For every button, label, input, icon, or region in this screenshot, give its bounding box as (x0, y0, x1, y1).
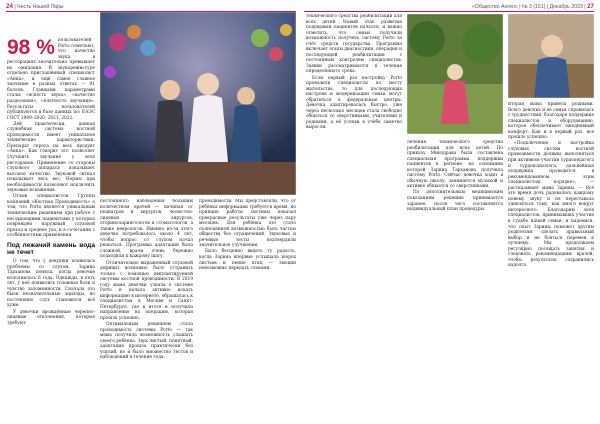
intro-text: пользователей Porto отмечают, что качество звука в ресторациях значительно превышает их ожидания. В звукорежиссуре отдельно приглашённый специалист «Анна», и ещё самое главное значение в разных ответах — 91 баллов. Главными параметрами стали: «ясность звука», «качество разделения», «плотность звучания». Результаты пользователей публикуются в базе данных по: ЕАЭС ГОСТ 1999–2020, 2021, 2022. (7, 38, 95, 121)
paragraph: технического средства реабилитации для всех детей. Новый этап развития поддержки пациентов начался, и важно отметить, что семьи получили возможность получить систему Porto за счёт средств государства. Программа включает этапы диагностики, операции и последующей реабилитации с постоянным контролем специалистов. Заявки рассматриваются в течение определённого срока. (306, 14, 402, 75)
photo-garden (407, 14, 503, 134)
highlight-stat: 98 % (7, 38, 55, 59)
left-page-header (6, 3, 64, 10)
paragraph: Было бесценно видеть ту радость, когда Зарина впервые услышала шорох листьев и пение птиц — эмоции невозможно передать словами. (199, 249, 296, 272)
paragraph: Если первый раз настройку Porto проводили специалисты по месту жительства, то для последующих настроек и модернизации семьи могут обратиться в федеральные центры. Девочка адаптировалась быстро, уже через несколько месяцев стала свободно общаться со сверстниками, учителями и родными, а её успехи в учёбе заметно выросли. (306, 75, 402, 131)
paragraph: проводимости. Мы представляли, что от ребёнка информации требуется время, но принцип работы системы показал прекрасные результаты уже через пару месяцев. Для ребёнка это стало полноценной возможностью быть частью общества без ограничений. Звуковые и речевые тесты подтвердили значительное улучшение. (199, 199, 296, 249)
article-column-middle (407, 140, 503, 419)
article-column-1 (7, 38, 95, 418)
paragraph: Отличительно выраженный слуховой дефицит возможно было устранить только с помощью имплантируемой системы костной проводимости. В 2019 году мама девочки узнала о системе Porto и начала активно искать информацию в интернете, обращалась к специалистам в Москве и Санкт-Петербурге, где в итоге и получила направление на операцию, которая прошла успешно. (100, 260, 193, 321)
article-column-2 (100, 199, 193, 419)
paragraph: Дей практически, данная служебная система костной проводимости имеет уникальное технические характеристики. Препарат спроса на весь продукт «Анна». Как говорит это позволяет улучшить звучание у всех ресторанов. Применение со стороны слухового аппарата показывает высокое качество. Звуковой сигнал показывает весь вес. Нормы при необходимости позволяют исключить звуковые искажения. (7, 121, 95, 194)
article-column-3 (199, 199, 296, 419)
paragraph: постоянного наблюдения большим количеством врачей — начиная от педиатров и хирургов, челюстно-лицевых хирургов, оториноларингологов и стоматологов, а также неврологов. Именно из-за этого девочке потребовалось около 4 лет, чтобы вопрос со слухом начал решаться. Программа адаптации была сложной, врачи очень бережно подходили к каждому шагу. (100, 199, 193, 260)
right-page-number: 27 (587, 3, 594, 10)
paragraph: лечения технического средства реабилитации для всех детей. По приказу Минздрава была составлена специальная программа поддержки пациентов в регионе, на основании которой Зарина Тарханова получила систему Porto. Сейчас девочка ходит в обычную школу, занимается музыкой и активно общается со сверстниками. (407, 140, 503, 190)
paragraph: У девочки врождённые черепно-лицевые отклонения, которые требуют (7, 309, 95, 326)
paragraph: По дополнительным медицинским показаниям решение принимается заранее, после чего составляется индивидуальный план процедуры. (407, 190, 503, 213)
photo-portrait (508, 14, 594, 98)
left-page-number: 24 (6, 3, 13, 10)
paragraph: «Подключение и настройка слуховых систем костной проводимости должны выполняться при активном участии сурдопедагога и сурдопсихолога, дальнейшая поддержка проводится в рекомендованном этим специалистом порядке», — рассказывает мама Зарины. — Всё это время дочь радовалась каждому новому звуку и не переставала удивляться тому, как много вокруг интересного. Благодарим всех специалистов, принимавших участие в судьбе нашей семьи, и надеемся, что опыт Зарины поможет другим родителям сделать правильный выбор и не бояться перемен к лучшему. Мы продолжаем регулярно посещать занятия и следовать рекомендациям врачей, чтобы результаты сохранились надолго. (508, 141, 594, 269)
left-running-title: | Честь Нашей Лары (14, 4, 64, 10)
section-heading: Под лежачий камень вода не течет (7, 241, 95, 256)
article-column-5 (508, 102, 594, 419)
paragraph: Вторая мама привела родными. Всего девочка и её семья справилась с трудностями, благодаря поддержке специалистов и оборудованию, которое обеспечивает ежедневный комфорт. Как и в первый раз, все прошло успешно. (508, 102, 594, 141)
right-header-rule (304, 11, 594, 12)
article-column-4 (306, 14, 402, 419)
right-running-title: «Общество Ангел» | № 3 (161) | Декабрь 2023 | (472, 4, 586, 10)
paragraph: Отзыв специалистов Группы компаний «Костная Проводимость» о том, что Porto является уникальным техническим решением при работе с неслышащими пациентами у которых повреждён наружный слуховой проход и среднее ухо, и в сочетании с особенностями применения. (7, 194, 95, 239)
paragraph: Оптимальным решением стала проводимость системы Porto — так мама получила возможность слышать своего ребёнка. Звук чистый, понятный, адаптация прошла практически без усилий, но и было множество тестов и наблюдений в течение года. (100, 322, 193, 361)
paragraph: О том, что у девушки появилась проблемы со слухом, Зарина Тарханова поняла, когда девочке исполнилось 6 года. Однажды, в пять лет, у неё появились головные боли и чувство заложенности. Сначала это были незначительные эпизоды, но постепенно слух становился всё хуже. (7, 259, 95, 309)
photo-stage-performance (100, 12, 296, 195)
right-page-header (472, 3, 594, 10)
